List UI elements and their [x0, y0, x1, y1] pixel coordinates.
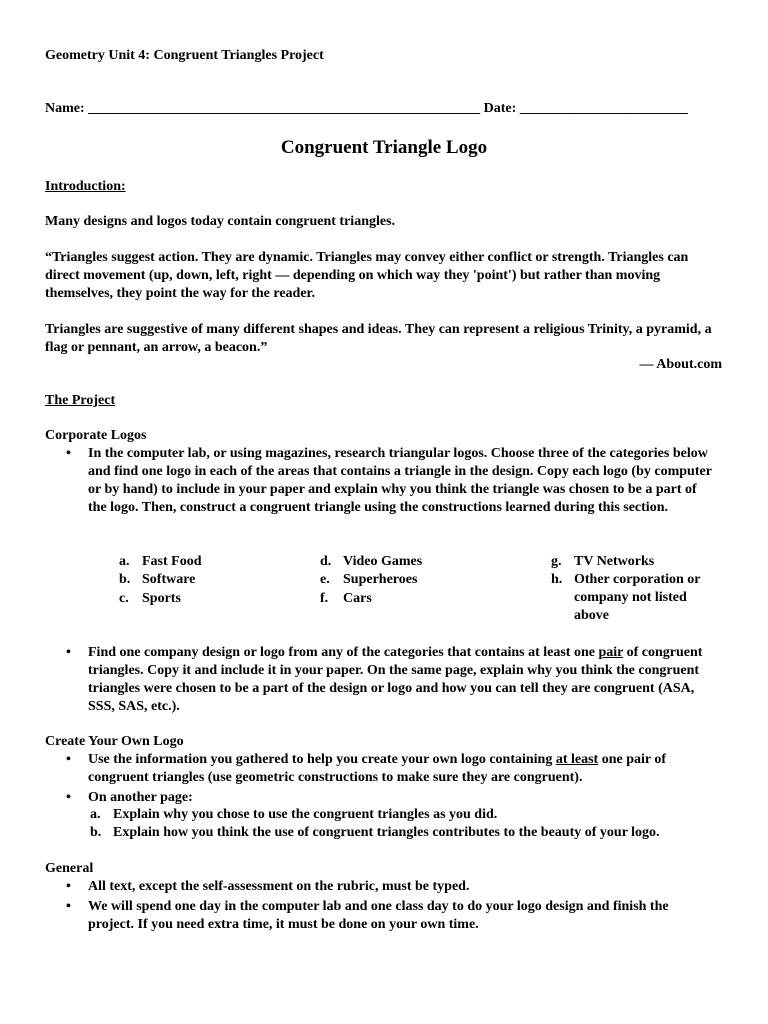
category-name: Fast Food — [142, 554, 202, 569]
sub-text: Explain how you think the use of congruent triangles contributes to the beauty of your logo. — [113, 825, 660, 840]
category-letter: g. — [551, 554, 562, 569]
category-letter: h. — [551, 572, 563, 587]
category-letter: c. — [119, 591, 129, 606]
category-letter: a. — [119, 554, 130, 569]
bullet-marker: • — [66, 899, 71, 914]
sub-letter: b. — [90, 825, 102, 840]
bullet-marker: • — [66, 645, 71, 660]
bullet-text: Find one company design or logo from any of the categories that contains at least one pair of congruent triangles. Copy it and include it in your paper. On the same page, explain why you think the congruent triangles were chosen to be a part of the design or logo and how you can tell they are congruent (ASA, SSS, SAS, etc.). — [88, 645, 703, 714]
category-name: Superheroes — [343, 572, 418, 587]
bullet-text: We will spend one day in the computer lab and one class day to do your logo design and finish the project. If you need extra time, it must be done on your own time. — [88, 899, 669, 932]
category-name: Cars — [343, 591, 372, 606]
sub-letter: a. — [90, 807, 101, 822]
intro-paragraph: Many designs and logos today contain congruent triangles. — [45, 214, 396, 229]
corporate-logos-heading: Corporate Logos — [45, 428, 147, 443]
bullet-text: Use the information you gathered to help you create your own logo containing at least one pair of congruent triangles (use geometric constructions to make sure they are congruent). — [88, 752, 667, 785]
bullet-marker: • — [66, 790, 71, 805]
quote-paragraph-2: Triangles are suggestive of many different shapes and ideas. They can represent a religious Trinity, a pyramid, a flag or pennant, an arrow, a beacon.” — [45, 322, 712, 355]
bullet-marker: • — [66, 446, 71, 461]
category-name: Other corporation or company not listed above — [574, 572, 701, 623]
bullet-marker: • — [66, 752, 71, 767]
quote-source: — About.com — [639, 357, 722, 372]
category-name: Software — [142, 572, 196, 587]
category-name: TV Networks — [574, 554, 655, 569]
category-letter: e. — [320, 572, 330, 587]
bullet-marker: • — [66, 879, 71, 894]
header-line: Geometry Unit 4: Congruent Triangles Project — [45, 48, 324, 63]
category-letter: f. — [320, 591, 329, 606]
general-heading: General — [45, 861, 94, 876]
page-title: Congruent Triangle Logo — [280, 137, 488, 158]
category-name: Sports — [142, 591, 181, 606]
project-heading: The Project — [45, 393, 116, 408]
bullet-text: All text, except the self-assessment on the rubric, must be typed. — [88, 879, 470, 894]
create-logo-heading: Create Your Own Logo — [45, 734, 184, 749]
category-letter: d. — [320, 554, 332, 569]
sub-text: Explain why you chose to use the congruent triangles as you did. — [113, 807, 498, 822]
category-letter: b. — [119, 572, 131, 587]
category-name: Video Games — [343, 554, 423, 569]
bullet-text: On another page: — [88, 790, 193, 805]
intro-heading: Introduction: — [45, 179, 126, 194]
quote-paragraph-1: “Triangles suggest action. They are dynamic. Triangles may convey either conflict or strength. Triangles can direct movement (up, down, left, right — depending on which way they 'point') but rather than moving themselves, they point the way for the reader. — [45, 250, 689, 301]
bullet-text: In the computer lab, or using magazines, research triangular logos. Choose three of the categories below and find one logo in each of the areas that contains a triangle in the design. Copy each logo (by computer or by hand) to include in your paper and explain why you think the triangle was chosen to be a part of the logo. Then, construct a congruent triangle using the constructions learned during this section. — [88, 446, 712, 515]
name-date-line: Name: ________________________________________________________ Date: ________________________ — [45, 101, 688, 116]
